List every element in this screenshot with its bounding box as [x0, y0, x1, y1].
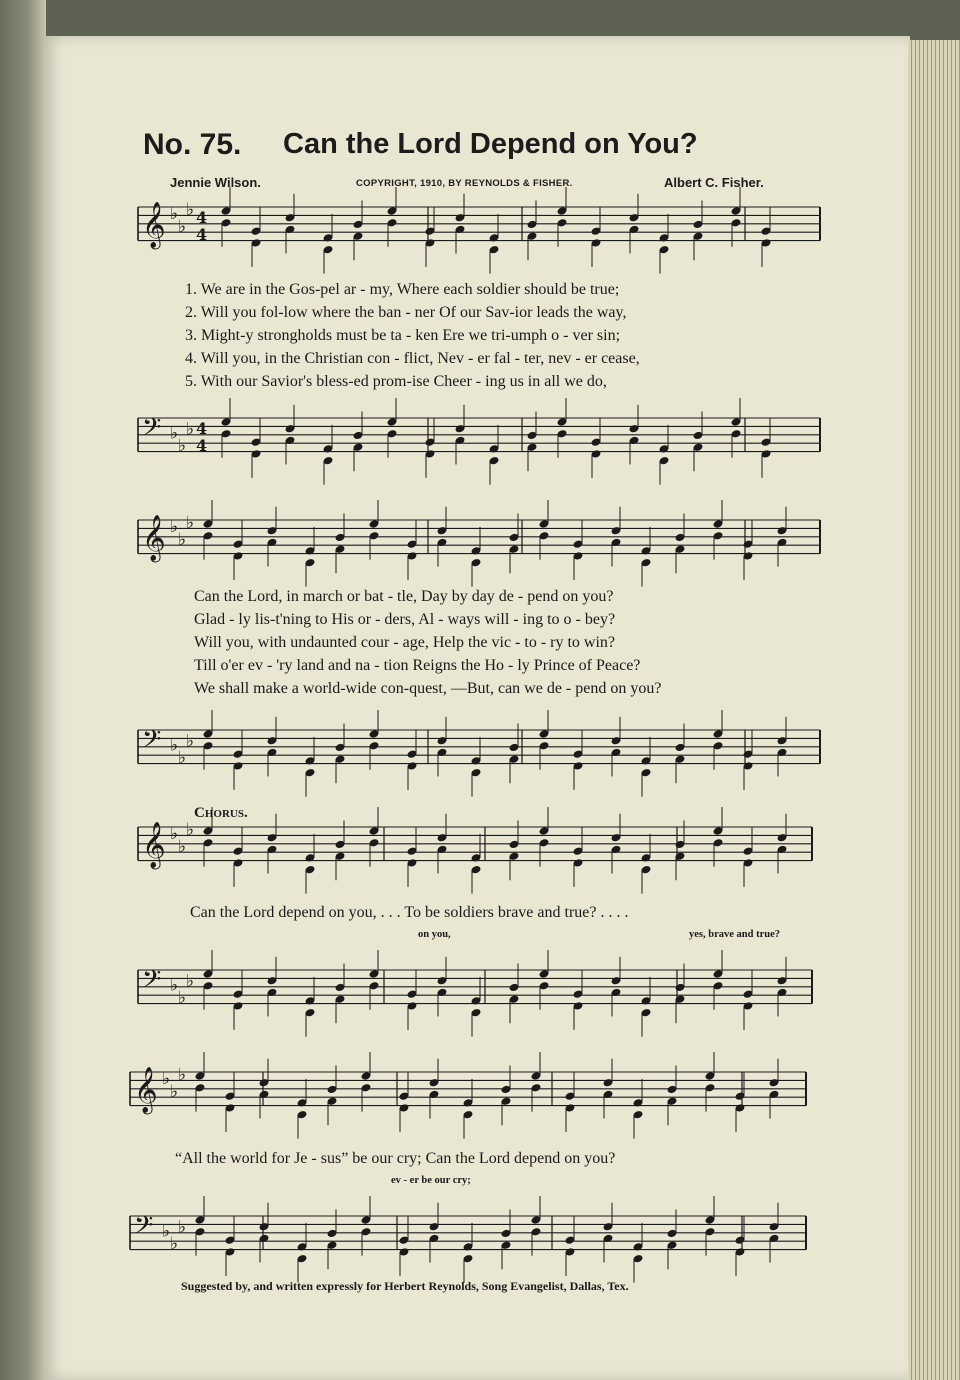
verse-line: 3. Might-y strongholds must be ta - ken Ere we tri-umph o - ver sin; — [185, 327, 621, 344]
lyricist-credit: Jennie Wilson. — [170, 175, 261, 190]
flat-sign: ♭ — [186, 200, 195, 220]
footer-note: Suggested by, and written expressly for Herbert Reynolds, Song Evangelist, Dallas, Tex. — [181, 1279, 629, 1293]
chorus-label: Chorus. — [194, 805, 248, 821]
flat-sign: ♭ — [170, 423, 179, 444]
hymn-number: No. 75. — [143, 128, 242, 161]
time-signature: 4 — [196, 208, 208, 227]
flat-sign: ♭ — [178, 836, 187, 857]
bass-clef: 𝄢 — [142, 413, 162, 448]
flat-sign: ♭ — [186, 513, 195, 533]
flat-sign: ♭ — [178, 216, 187, 237]
hymn-title: Can the Lord Depend on You? — [283, 128, 698, 160]
verse-line: Will you, with undaunted cour - age, Help the vic - to - ry to win? — [194, 634, 616, 651]
treble-clef: 𝄞 — [142, 202, 166, 248]
verse-line: Till o'er ev - 'ry land and na - tion Reigns the Ho - ly Prince of Peace? — [194, 657, 641, 674]
verse-line: 1. We are in the Gos-pel ar - my, Where each soldier should be true; — [185, 281, 620, 298]
flat-sign: ♭ — [170, 204, 179, 225]
verse-line: We shall make a world-wide con-quest, —But, can we de - pend on you? — [194, 680, 662, 697]
flat-sign: ♭ — [170, 1081, 179, 1102]
verse-line: 4. Will you, in the Christian con - flict, Nev - er fal - ter, nev - er cease, — [185, 350, 640, 367]
flat-sign: ♭ — [178, 529, 187, 550]
flat-sign: ♭ — [178, 1217, 187, 1238]
treble-clef: 𝄞 — [142, 515, 166, 561]
flat-sign: ♭ — [186, 971, 195, 992]
flat-sign: ♭ — [186, 419, 195, 440]
chorus-echo: yes, brave and true? — [689, 929, 780, 940]
chorus-line-1: Can the Lord depend on you, . . . To be soldiers brave and true? . . . . — [190, 904, 629, 921]
flat-sign: ♭ — [162, 1221, 171, 1242]
flat-sign: ♭ — [186, 731, 195, 752]
flat-sign: ♭ — [178, 1065, 187, 1085]
chorus-line-2: “All the world for Je - sus” be our cry; Can the Lord depend on you? — [175, 1150, 616, 1167]
treble-clef: 𝄞 — [142, 822, 166, 868]
bass-clef: 𝄢 — [134, 1211, 154, 1246]
flat-sign: ♭ — [170, 824, 179, 845]
treble-clef: 𝄞 — [134, 1067, 158, 1113]
chorus-echo: on you, — [418, 929, 451, 940]
bass-clef: 𝄢 — [142, 965, 162, 1000]
flat-sign: ♭ — [162, 1069, 171, 1090]
flat-sign: ♭ — [178, 436, 187, 457]
verse-line: Glad - ly lis-t'ning to His or - ders, Al - ways will - ing to o - bey? — [194, 611, 616, 628]
flat-sign: ♭ — [178, 748, 187, 769]
flat-sign: ♭ — [186, 820, 195, 840]
copyright-notice: COPYRIGHT, 1910, BY REYNOLDS & FISHER. — [356, 178, 573, 189]
bass-clef: 𝄢 — [142, 725, 162, 760]
flat-sign: ♭ — [178, 988, 187, 1009]
flat-sign: ♭ — [170, 975, 179, 996]
verse-line: 5. With our Savior's bless-ed prom-ise Cheer - ing us in all we do, — [185, 373, 607, 390]
composer-credit: Albert C. Fisher. — [664, 175, 764, 190]
flat-sign: ♭ — [170, 735, 179, 756]
flat-sign: ♭ — [170, 1234, 179, 1255]
time-signature: 4 — [196, 225, 208, 244]
verse-line: Can the Lord, in march or bat - tle, Day by day de - pend on you? — [194, 588, 614, 605]
verse-line: 2. Will you fol-low where the ban - ner Of our Sav-ior leads the way, — [185, 304, 627, 321]
flat-sign: ♭ — [170, 517, 179, 538]
time-signature: 4 — [196, 419, 208, 438]
chorus-echo: ev - er be our cry; — [391, 1175, 471, 1186]
time-signature: 4 — [196, 436, 208, 455]
